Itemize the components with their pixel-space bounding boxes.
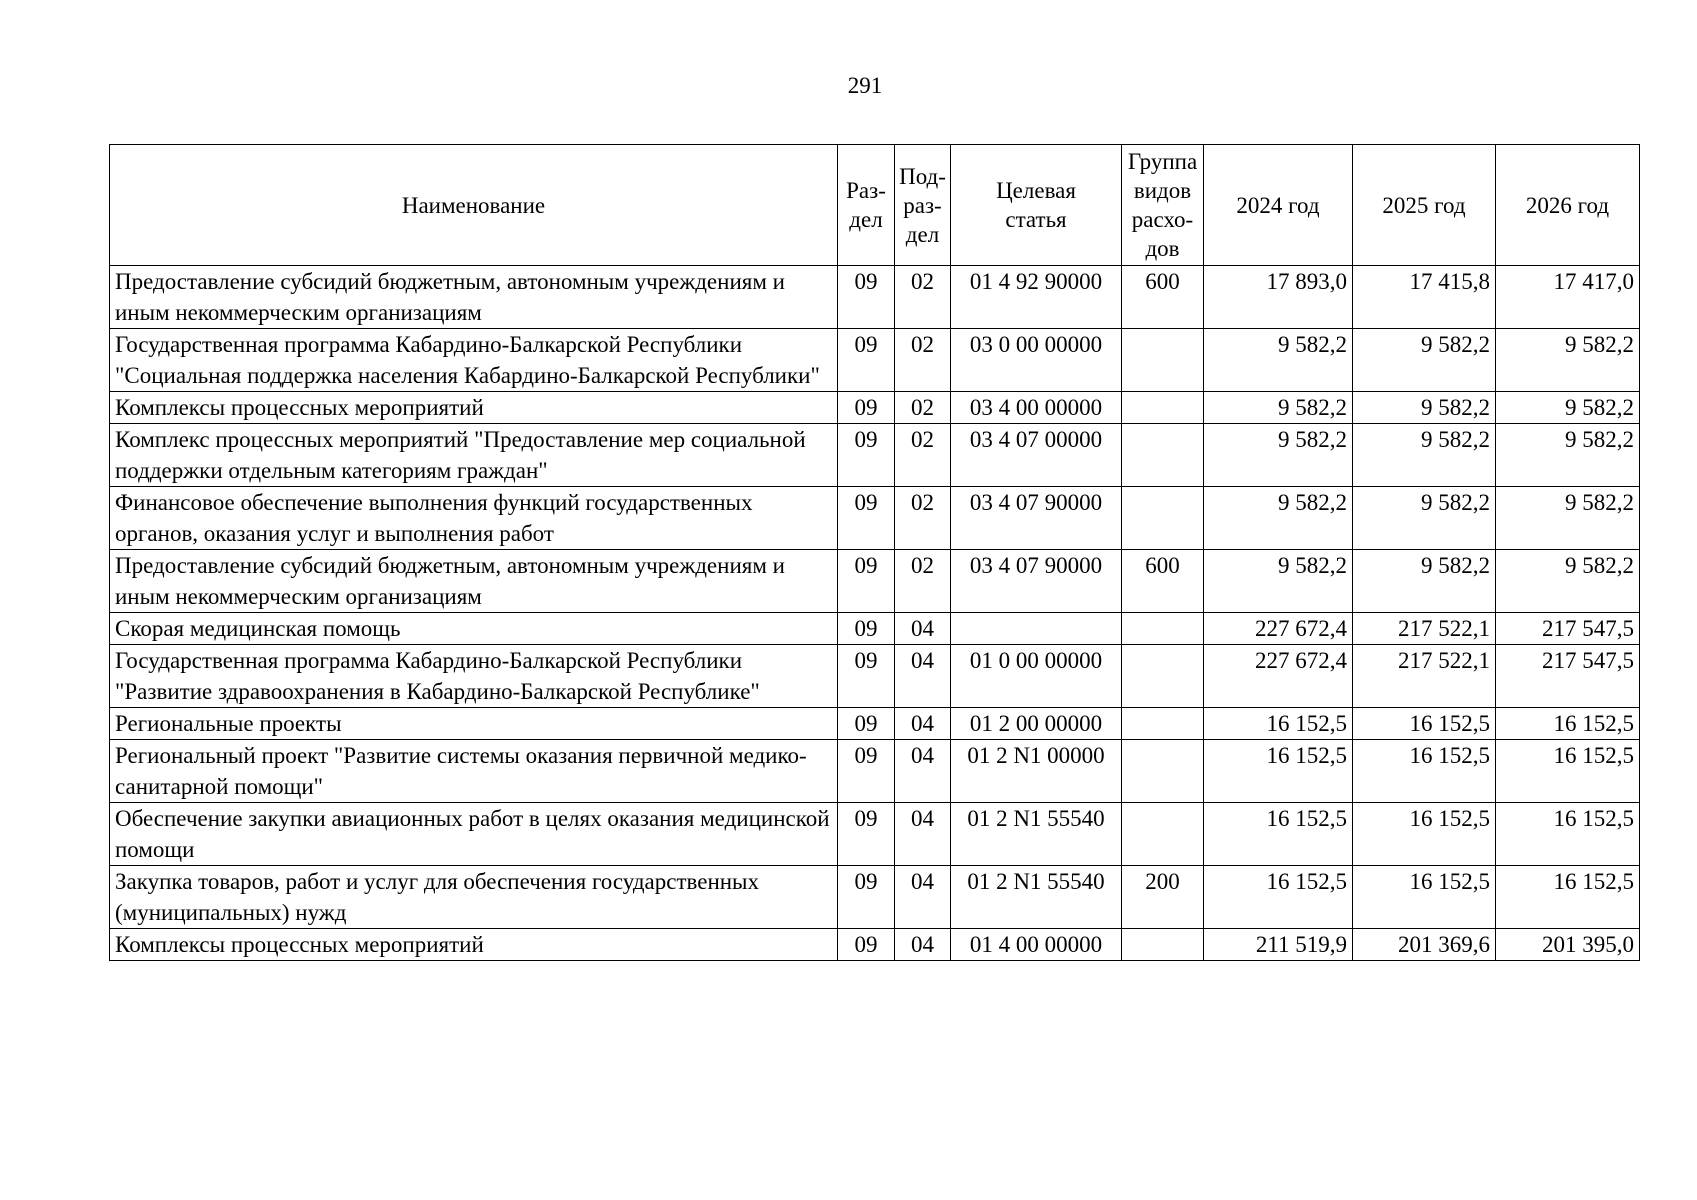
cell-target: 01 2 00 00000	[951, 708, 1122, 740]
cell-section: 09	[838, 266, 895, 329]
header-row	[110, 145, 1640, 266]
cell-group	[1122, 487, 1204, 550]
cell-2025: 16 152,5	[1353, 866, 1496, 929]
cell-section: 09	[838, 550, 895, 613]
cell-group	[1122, 613, 1204, 645]
cell-2026: 9 582,2	[1496, 392, 1640, 424]
cell-subsection: 02	[895, 329, 951, 392]
cell-subsection: 04	[895, 645, 951, 708]
cell-target: 01 4 00 00000	[951, 929, 1122, 961]
page-number: 291	[847, 73, 883, 98]
table-row	[110, 613, 1640, 645]
table-row	[110, 740, 1640, 803]
cell-subsection: 04	[895, 708, 951, 740]
cell-section: 09	[838, 613, 895, 645]
cell-name: Государственная программа Кабардино-Балкарской Республики "Развитие здравоохранения в Кабардино-Балкарской Республике"	[110, 645, 838, 708]
cell-section: 09	[838, 392, 895, 424]
cell-subsection: 02	[895, 392, 951, 424]
cell-2025: 16 152,5	[1353, 708, 1496, 740]
header-section-label: Раз- дел	[846, 178, 886, 232]
header-2024: 2024 год	[1204, 145, 1353, 266]
table-row	[110, 803, 1640, 866]
cell-2026: 16 152,5	[1496, 866, 1640, 929]
cell-2024: 211 519,9	[1204, 929, 1353, 961]
table-row	[110, 550, 1640, 613]
table-row	[110, 487, 1640, 550]
cell-subsection: 04	[895, 803, 951, 866]
cell-group	[1122, 740, 1204, 803]
table-row	[110, 645, 1640, 708]
cell-name: Финансовое обеспечение выполнения функций государственных органов, оказания услуг и выполнения работ	[110, 487, 838, 550]
cell-group	[1122, 392, 1204, 424]
cell-group: 600	[1122, 550, 1204, 613]
cell-name: Региональные проекты	[110, 708, 838, 740]
cell-2026: 17 417,0	[1496, 266, 1640, 329]
cell-subsection: 02	[895, 487, 951, 550]
cell-section: 09	[838, 708, 895, 740]
cell-2024: 17 893,0	[1204, 266, 1353, 329]
cell-2026: 16 152,5	[1496, 708, 1640, 740]
header-target	[951, 145, 1122, 266]
cell-2025: 9 582,2	[1353, 392, 1496, 424]
table-row	[110, 929, 1640, 961]
header-2025: 2025 год	[1353, 145, 1496, 266]
cell-2026: 9 582,2	[1496, 424, 1640, 487]
table-row	[110, 424, 1640, 487]
table-row	[110, 708, 1640, 740]
cell-2025: 9 582,2	[1353, 329, 1496, 392]
cell-subsection: 02	[895, 424, 951, 487]
cell-target: 01 2 N1 55540	[951, 866, 1122, 929]
cell-2024: 227 672,4	[1204, 613, 1353, 645]
cell-name: Комплекс процессных мероприятий "Предоставление мер социальной поддержки отдельным категориям граждан"	[110, 424, 838, 487]
cell-subsection: 02	[895, 266, 951, 329]
cell-group	[1122, 329, 1204, 392]
cell-target: 01 2 N1 55540	[951, 803, 1122, 866]
cell-2024: 16 152,5	[1204, 740, 1353, 803]
cell-2025: 9 582,2	[1353, 550, 1496, 613]
cell-name: Комплексы процессных мероприятий	[110, 929, 838, 961]
table-row	[110, 266, 1640, 329]
cell-group	[1122, 929, 1204, 961]
cell-2024: 16 152,5	[1204, 803, 1353, 866]
cell-2026: 9 582,2	[1496, 487, 1640, 550]
cell-name: Закупка товаров, работ и услуг для обеспечения государственных (муниципальных) нужд	[110, 866, 838, 929]
cell-2026: 9 582,2	[1496, 550, 1640, 613]
cell-2026: 201 395,0	[1496, 929, 1640, 961]
table-body	[110, 266, 1640, 961]
cell-target: 03 4 07 00000	[951, 424, 1122, 487]
header-group	[1122, 145, 1204, 266]
header-name: Наименование	[110, 145, 838, 266]
cell-2025: 17 415,8	[1353, 266, 1496, 329]
cell-group	[1122, 708, 1204, 740]
cell-name: Скорая медицинская помощь	[110, 613, 838, 645]
cell-name: Государственная программа Кабардино-Балкарской Республики "Социальная поддержка населения Кабардино-Балкарской Республики"	[110, 329, 838, 392]
cell-section: 09	[838, 424, 895, 487]
cell-name: Региональный проект "Развитие системы оказания первичной медико-санитарной помощи"	[110, 740, 838, 803]
table-header	[110, 145, 1640, 266]
cell-target: 01 4 92 90000	[951, 266, 1122, 329]
cell-group	[1122, 424, 1204, 487]
header-group-label: Группа видов расхо- дов	[1127, 149, 1198, 261]
cell-2026: 217 547,5	[1496, 645, 1640, 708]
cell-subsection: 04	[895, 740, 951, 803]
table-row	[110, 329, 1640, 392]
cell-2025: 9 582,2	[1353, 424, 1496, 487]
cell-target: 03 4 07 90000	[951, 550, 1122, 613]
header-target-label: Целевая статья	[996, 178, 1076, 232]
cell-2026: 9 582,2	[1496, 329, 1640, 392]
header-section	[838, 145, 895, 266]
table-row	[110, 866, 1640, 929]
cell-2024: 9 582,2	[1204, 329, 1353, 392]
header-subsection-label: Под- раз- дел	[899, 163, 946, 247]
cell-target: 01 0 00 00000	[951, 645, 1122, 708]
cell-2026: 217 547,5	[1496, 613, 1640, 645]
cell-2025: 217 522,1	[1353, 613, 1496, 645]
cell-section: 09	[838, 803, 895, 866]
cell-2024: 16 152,5	[1204, 708, 1353, 740]
cell-group	[1122, 803, 1204, 866]
cell-name: Предоставление субсидий бюджетным, автономным учреждениям и иным некоммерческим организациям	[110, 266, 838, 329]
cell-target: 03 4 00 00000	[951, 392, 1122, 424]
cell-2025: 16 152,5	[1353, 740, 1496, 803]
cell-2026: 16 152,5	[1496, 740, 1640, 803]
cell-subsection: 02	[895, 550, 951, 613]
cell-group	[1122, 645, 1204, 708]
cell-section: 09	[838, 929, 895, 961]
cell-target: 03 0 00 00000	[951, 329, 1122, 392]
cell-subsection: 04	[895, 929, 951, 961]
cell-section: 09	[838, 329, 895, 392]
cell-section: 09	[838, 866, 895, 929]
cell-name: Предоставление субсидий бюджетным, автономным учреждениям и иным некоммерческим организациям	[110, 550, 838, 613]
cell-2026: 16 152,5	[1496, 803, 1640, 866]
cell-2024: 16 152,5	[1204, 866, 1353, 929]
cell-2024: 9 582,2	[1204, 487, 1353, 550]
header-subsection	[895, 145, 951, 266]
cell-2025: 201 369,6	[1353, 929, 1496, 961]
cell-2024: 227 672,4	[1204, 645, 1353, 708]
header-2026: 2026 год	[1496, 145, 1640, 266]
cell-2024: 9 582,2	[1204, 424, 1353, 487]
cell-section: 09	[838, 740, 895, 803]
cell-group: 200	[1122, 866, 1204, 929]
cell-2025: 9 582,2	[1353, 487, 1496, 550]
cell-target: 03 4 07 90000	[951, 487, 1122, 550]
cell-2025: 217 522,1	[1353, 645, 1496, 708]
cell-name: Обеспечение закупки авиационных работ в целях оказания медицинской помощи	[110, 803, 838, 866]
cell-subsection: 04	[895, 613, 951, 645]
cell-name: Комплексы процессных мероприятий	[110, 392, 838, 424]
budget-table	[109, 144, 1640, 961]
cell-group: 600	[1122, 266, 1204, 329]
cell-section: 09	[838, 645, 895, 708]
cell-target: 01 2 N1 00000	[951, 740, 1122, 803]
cell-subsection: 04	[895, 866, 951, 929]
cell-target	[951, 613, 1122, 645]
cell-section: 09	[838, 487, 895, 550]
cell-2024: 9 582,2	[1204, 392, 1353, 424]
cell-2024: 9 582,2	[1204, 550, 1353, 613]
table-row	[110, 392, 1640, 424]
cell-2025: 16 152,5	[1353, 803, 1496, 866]
